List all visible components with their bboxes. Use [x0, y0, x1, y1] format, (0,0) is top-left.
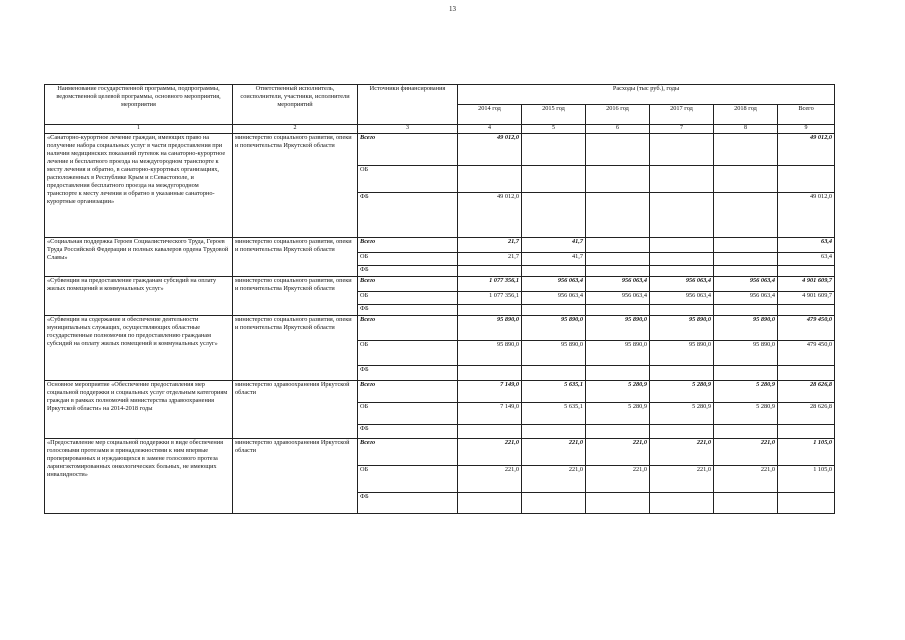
value-cell: 5 635,1 [522, 402, 586, 424]
value-cell: 5 280,9 [650, 402, 714, 424]
program-name: Основное мероприятие «Обеспечение предоставления мер социальной поддержки и социальных услуг отдельным категориям граждан в рамках полномочий министерства здравоохранения Иркутской области» на 2014-2018 годы [45, 380, 233, 438]
program-executor: министерство здравоохранения Иркутской области [233, 380, 358, 438]
value-cell: 5 635,1 [522, 380, 586, 402]
program-executor: министерство социального развития, опеки и попечительства Иркутской области [233, 237, 358, 276]
expenditure-table [44, 84, 835, 514]
value-cell [458, 492, 522, 513]
value-cell: 5 280,9 [714, 380, 778, 402]
value-cell-total: 4 901 609,7 [778, 276, 835, 291]
value-cell: 95 890,0 [458, 340, 522, 365]
value-cell [650, 365, 714, 380]
value-cell [586, 165, 650, 192]
program-name: «Предоставление мер социальной поддержки в виде обеспечения голосовыми протезами и принадлежностями к ним впервые проперированных и нуждающихся в замене голосового протеза ларингэктомированных онкологических больных, не имеющих инвалидности» [45, 438, 233, 513]
value-cell: 95 890,0 [522, 340, 586, 365]
header-total: Всего [778, 105, 835, 125]
value-cell: 95 890,0 [586, 315, 650, 340]
value-cell-total [778, 492, 835, 513]
value-cell [522, 133, 586, 165]
col-number: 8 [714, 125, 778, 134]
value-cell: 95 890,0 [522, 315, 586, 340]
value-cell: 956 063,4 [522, 291, 586, 304]
funding-source: Всего [358, 133, 458, 165]
value-cell [522, 165, 586, 192]
col-number: 9 [778, 125, 835, 134]
value-cell: 221,0 [586, 465, 650, 492]
funding-source: ОБ [358, 291, 458, 304]
page-number: 13 [449, 5, 456, 13]
funding-source: Всего [358, 438, 458, 465]
value-cell-total [778, 165, 835, 192]
value-cell-total: 28 626,8 [778, 402, 835, 424]
value-cell: 956 063,4 [522, 276, 586, 291]
value-cell-total: 28 626,8 [778, 380, 835, 402]
value-cell: 5 280,9 [586, 380, 650, 402]
value-cell [586, 252, 650, 265]
value-cell: 95 890,0 [458, 315, 522, 340]
value-cell [522, 304, 586, 315]
funding-source: ОБ [358, 252, 458, 265]
value-cell [650, 133, 714, 165]
value-cell [714, 252, 778, 265]
value-cell [650, 492, 714, 513]
header-year-2017: 2017 год [650, 105, 714, 125]
header-executor: Ответственный исполнитель, соисполнители, участники, исполнители мероприятий [233, 85, 358, 125]
value-cell-total: 49 012,0 [778, 192, 835, 237]
value-cell: 1 077 356,1 [458, 291, 522, 304]
table-row [45, 380, 835, 402]
funding-source: ФБ [358, 265, 458, 276]
col-number: 2 [233, 125, 358, 134]
header-year-2016: 2016 год [586, 105, 650, 125]
value-cell [714, 492, 778, 513]
program-executor: министерство социального развития, опеки и попечительства Иркутской области [233, 133, 358, 237]
value-cell-total [778, 365, 835, 380]
header-name: Наименование государственной программы, подпрограммы, ведомственной целевой программы, основного мероприятия, мероприятия [45, 85, 233, 125]
col-number: 3 [358, 125, 458, 134]
col-number: 4 [458, 125, 522, 134]
funding-source: ФБ [358, 424, 458, 438]
value-cell: 21,7 [458, 252, 522, 265]
value-cell-total: 49 012,0 [778, 133, 835, 165]
value-cell-total: 479 450,0 [778, 340, 835, 365]
value-cell: 95 890,0 [650, 340, 714, 365]
value-cell [586, 492, 650, 513]
value-cell: 221,0 [458, 465, 522, 492]
table-row [45, 133, 835, 165]
program-name: «Субвенции на предоставление гражданам субсидий на оплату жилых помещений и коммунальных услуг» [45, 276, 233, 315]
value-cell-total [778, 424, 835, 438]
value-cell-total [778, 265, 835, 276]
value-cell [714, 192, 778, 237]
value-cell: 7 149,0 [458, 380, 522, 402]
value-cell [714, 237, 778, 252]
funding-source: ФБ [358, 192, 458, 237]
funding-source: Всего [358, 276, 458, 291]
header-expenses: Расходы (тыс руб.), годы [458, 85, 835, 105]
value-cell: 221,0 [522, 438, 586, 465]
value-cell [714, 265, 778, 276]
value-cell [586, 237, 650, 252]
funding-source: Всего [358, 315, 458, 340]
value-cell: 41,7 [522, 237, 586, 252]
value-cell: 1 077 356,1 [458, 276, 522, 291]
value-cell-total: 63,4 [778, 237, 835, 252]
value-cell: 95 890,0 [714, 315, 778, 340]
value-cell [586, 365, 650, 380]
value-cell: 221,0 [714, 438, 778, 465]
value-cell [714, 424, 778, 438]
value-cell-total: 479 450,0 [778, 315, 835, 340]
value-cell: 5 280,9 [714, 402, 778, 424]
program-executor: министерство социального развития, опеки и попечительства Иркутской области [233, 315, 358, 380]
value-cell [650, 237, 714, 252]
header-source: Источники финансирования [358, 85, 458, 125]
funding-source: ФБ [358, 492, 458, 513]
value-cell [458, 424, 522, 438]
funding-source: Всего [358, 380, 458, 402]
value-cell: 221,0 [650, 438, 714, 465]
value-cell-total: 63,4 [778, 252, 835, 265]
value-cell [458, 265, 522, 276]
value-cell [522, 424, 586, 438]
value-cell [586, 304, 650, 315]
value-cell: 956 063,4 [586, 276, 650, 291]
value-cell [650, 192, 714, 237]
value-cell: 956 063,4 [714, 291, 778, 304]
funding-source: Всего [358, 237, 458, 252]
value-cell [586, 133, 650, 165]
value-cell [714, 133, 778, 165]
program-name: «Субвенции на содержание и обеспечение деятельности муниципальных служащих, осуществляющих областные государственные полномочия по предоставлению гражданам субсидий на оплату жилых помещений и коммунальных услуг» [45, 315, 233, 380]
value-cell: 956 063,4 [586, 291, 650, 304]
value-cell [458, 304, 522, 315]
funding-source: ОБ [358, 165, 458, 192]
program-name: «Социальная поддержка Героев Социалистического Труда, Героев Труда Российской Федерации и полных кавалеров ордена Трудовой Славы» [45, 237, 233, 276]
value-cell-total: 4 901 609,7 [778, 291, 835, 304]
value-cell: 49 012,0 [458, 133, 522, 165]
table-row [45, 438, 835, 465]
header-year-2014: 2014 год [458, 105, 522, 125]
value-cell: 221,0 [522, 465, 586, 492]
col-number: 1 [45, 125, 233, 134]
value-cell: 956 063,4 [714, 276, 778, 291]
funding-source: ФБ [358, 365, 458, 380]
value-cell [714, 304, 778, 315]
header-year-2015: 2015 год [522, 105, 586, 125]
value-cell [650, 252, 714, 265]
col-number: 5 [522, 125, 586, 134]
value-cell [650, 424, 714, 438]
value-cell [522, 192, 586, 237]
value-cell: 221,0 [714, 465, 778, 492]
value-cell [458, 365, 522, 380]
value-cell: 221,0 [458, 438, 522, 465]
value-cell: 41,7 [522, 252, 586, 265]
value-cell [522, 265, 586, 276]
value-cell: 956 063,4 [650, 291, 714, 304]
value-cell: 95 890,0 [650, 315, 714, 340]
table-row [45, 315, 835, 340]
value-cell [458, 165, 522, 192]
value-cell: 956 063,4 [650, 276, 714, 291]
value-cell-total: 1 105,0 [778, 438, 835, 465]
value-cell-total: 1 105,0 [778, 465, 835, 492]
value-cell: 5 280,9 [650, 380, 714, 402]
value-cell [586, 265, 650, 276]
program-executor: министерство социального развития, опеки и попечительства Иркутской области [233, 276, 358, 315]
value-cell [586, 192, 650, 237]
value-cell: 5 280,9 [586, 402, 650, 424]
value-cell [714, 165, 778, 192]
header-year-2018: 2018 год [714, 105, 778, 125]
program-executor: министерство здравоохранения Иркутской области [233, 438, 358, 513]
value-cell: 95 890,0 [714, 340, 778, 365]
funding-source: ОБ [358, 402, 458, 424]
value-cell [522, 492, 586, 513]
value-cell [714, 365, 778, 380]
program-name: «Санаторно-курортное лечение граждан, имеющих право на получение набора социальных услуг в части предоставления при наличии медицинских показаний путевок на санаторно-курортное лечение и бесплатного проезда на междугородном транспорте к месту лечения и обратно, в санаторно-курортных организациях, расположенных в Республике Крым и г.Севастополе, и предоставления бесплатного проезда на междугородном транспорте к месту лечения и обратно в указанные санаторно-курортные организации» [45, 133, 233, 237]
value-cell [650, 265, 714, 276]
col-number: 7 [650, 125, 714, 134]
table-row [45, 276, 835, 291]
value-cell [650, 304, 714, 315]
value-cell: 221,0 [650, 465, 714, 492]
value-cell: 95 890,0 [586, 340, 650, 365]
funding-source: ОБ [358, 465, 458, 492]
value-cell-total [778, 304, 835, 315]
value-cell: 7 149,0 [458, 402, 522, 424]
table-row [45, 237, 835, 252]
funding-source: ОБ [358, 340, 458, 365]
value-cell: 49 012,0 [458, 192, 522, 237]
funding-source: ФБ [358, 304, 458, 315]
value-cell [650, 165, 714, 192]
value-cell: 221,0 [586, 438, 650, 465]
col-number: 6 [586, 125, 650, 134]
table-body [45, 85, 835, 514]
value-cell: 21,7 [458, 237, 522, 252]
value-cell [586, 424, 650, 438]
value-cell [522, 365, 586, 380]
